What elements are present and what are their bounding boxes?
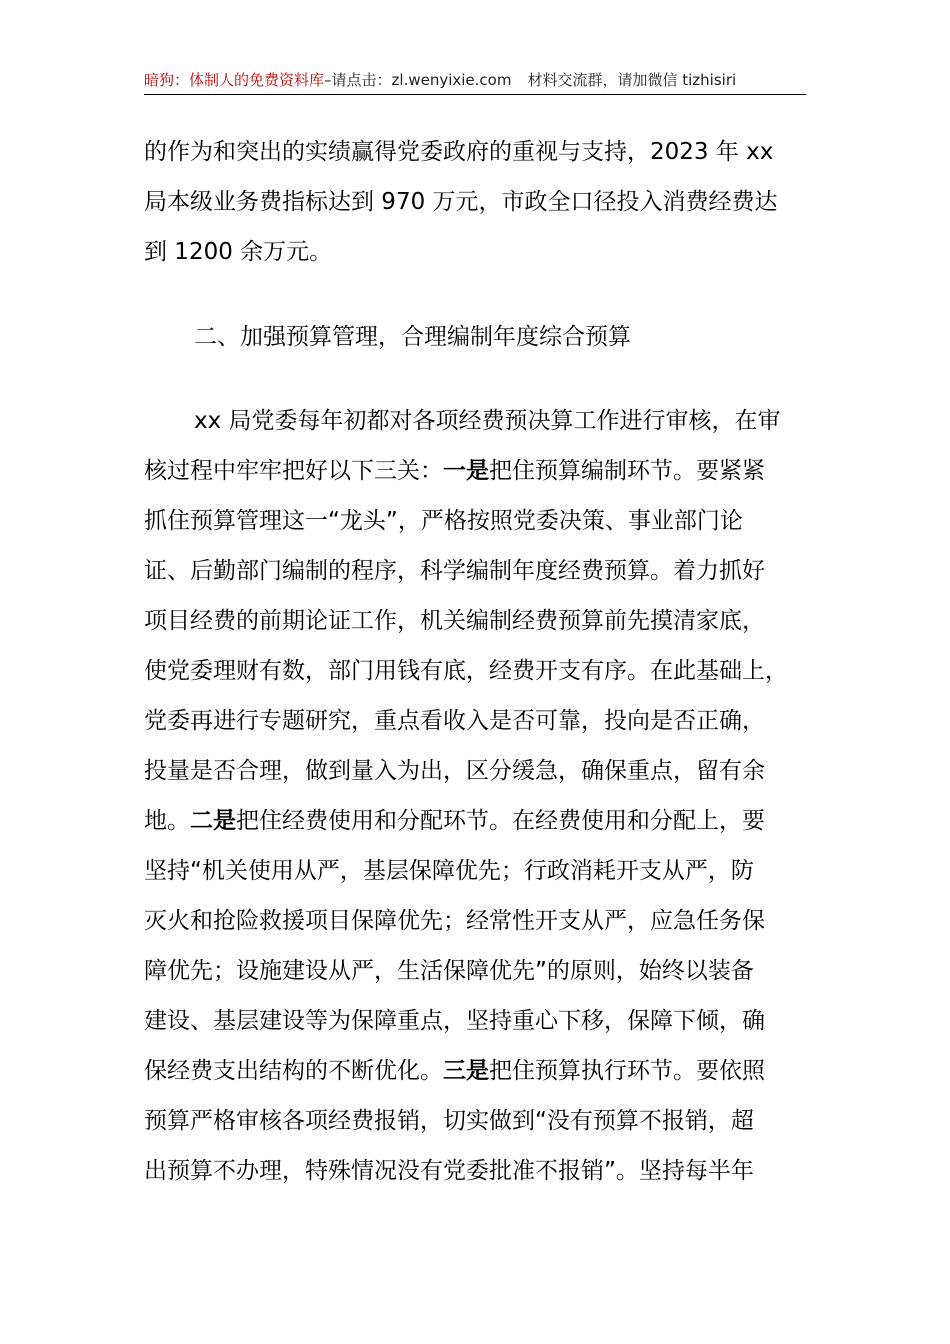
paragraph-line: 项目经费的前期论证工作，机关编制经费预算前先摸清家底，	[144, 608, 765, 634]
paragraph-line: 党委再进行专题研究，重点看收入是否可靠，投向是否正确，	[144, 708, 765, 734]
paragraph-line: 证、后勤部门编制的程序，科学编制年度经费预算。着力抓好	[144, 558, 765, 584]
paragraph-1	[144, 127, 806, 277]
section-heading: 二、加强预算管理，合理编制年度综合预算	[194, 324, 631, 350]
paragraph-line: 的作为和突出的实绩赢得党委政府的重视与支持，2023 年 xx	[144, 139, 774, 165]
line-text: 保经费支出结构的不断优化。	[144, 1058, 443, 1084]
paragraph-line	[144, 1046, 806, 1096]
paragraph-line: 投量是否合理，做到量入为出，区分缓急，确保重点，留有余	[144, 758, 765, 784]
emphasis-text: 三是	[443, 1058, 489, 1084]
paragraph-line: 使党委理财有数，部门用钱有底，经费开支有序。在此基础上，	[144, 658, 788, 684]
line-text: 把住预算编制环节。要紧紧	[489, 458, 765, 484]
paragraph-line: 障优先；设施建设从严，生活保障优先”的原则，始终以装备	[144, 958, 754, 984]
header-group-note: 材料交流群，请加微信 tizhisiri	[527, 71, 737, 89]
header-site-name: 暗狗：体制人的免费资料库	[144, 71, 325, 89]
paragraph-line	[144, 446, 806, 496]
paragraph-2	[144, 396, 806, 1196]
paragraph-line: 坚持“机关使用从严，基层保障优先；行政消耗开支从严，防	[144, 858, 754, 884]
emphasis-text: 二是	[190, 808, 236, 834]
paragraph-line: 抓住预算管理这一“龙头”，严格按照党委决策、事业部门论	[144, 508, 743, 534]
paragraph-line: 预算严格审核各项经费报销，切实做到“没有预算不报销，超	[144, 1108, 754, 1134]
page-header	[144, 68, 806, 92]
paragraph-line: 出预算不办理，特殊情况没有党委批准不报销”。坚持每半年	[144, 1158, 754, 1184]
paragraph-line: 局本级业务费指标达到 970 万元，市政全口径投入消费经费达	[144, 189, 778, 215]
header-prompt: –请点击：	[324, 71, 392, 89]
paragraph-line: 到 1200 余万元。	[144, 239, 333, 265]
header-url-link[interactable]: zl.wenyixie.com	[391, 71, 512, 89]
paragraph-line: 灭火和抢险救援项目保障优先；经常性开支从严，应急任务保	[144, 908, 765, 934]
paragraph-line: xx 局党委每年初都对各项经费预决算工作进行审核，在审	[194, 408, 781, 434]
line-text: 核过程中牢牢把好以下三关：	[144, 458, 443, 484]
paragraph-line: 建设、基层建设等为保障重点，坚持重心下移，保障下倾，确	[144, 1008, 765, 1034]
line-text: 把住预算执行环节。要依照	[489, 1058, 765, 1084]
emphasis-text: 一是	[443, 458, 489, 484]
line-text: 把住经费使用和分配环节。在经费使用和分配上，要	[236, 808, 765, 834]
header-divider	[144, 94, 806, 95]
paragraph-line	[144, 796, 806, 846]
line-text: 地。	[144, 808, 190, 834]
